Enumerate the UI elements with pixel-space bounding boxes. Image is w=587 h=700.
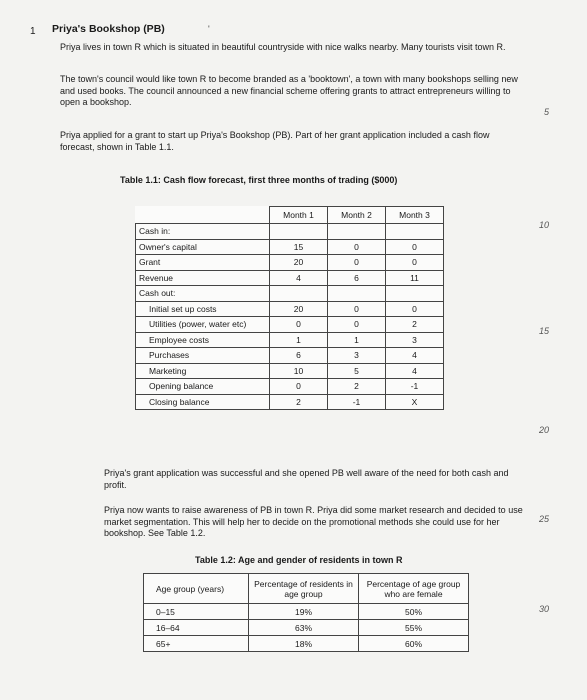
table-row: Owner's capital 15 0 0 xyxy=(136,239,444,255)
row-label: Grant xyxy=(136,255,270,271)
table-row: 65+ 18% 60% xyxy=(144,636,469,652)
row-label: Cash in: xyxy=(136,224,270,240)
line-number: 15 xyxy=(538,326,549,336)
table-row: Initial set up costs 20 0 0 xyxy=(136,301,444,317)
row-label: Employee costs xyxy=(136,332,270,348)
table-row: Utilities (power, water etc) 0 0 2 xyxy=(136,317,444,333)
table1-caption: Table 1.1: Cash flow forecast, first three months of trading ($000) xyxy=(120,175,398,185)
question-number: 1 xyxy=(30,26,36,37)
table-row: 0–15 19% 50% xyxy=(144,604,469,620)
paragraph-grant: Priya applied for a grant to start up Priya's Bookshop (PB). Part of her grant application included a cash flow forecast, shown in Table 1.1. xyxy=(60,130,490,152)
header-month-1: Month 1 xyxy=(270,207,328,224)
row-label: Opening balance xyxy=(136,379,270,395)
table-row: 16–64 63% 55% xyxy=(144,620,469,636)
row-label: Initial set up costs xyxy=(136,301,270,317)
paragraph-intro: Priya lives in town R which is situated in beautiful countryside with nice walks nearby. Many tourists visit town R. xyxy=(60,42,506,52)
paragraph-success: Priya's grant application was successful and she opened PB well aware of the need for both cash and profit. xyxy=(104,468,509,490)
table-row: Employee costs 1 1 3 xyxy=(136,332,444,348)
row-label: Utilities (power, water etc) xyxy=(136,317,270,333)
header-percentage-residents: Percentage of residents in age group xyxy=(249,574,359,604)
row-label: Revenue xyxy=(136,270,270,286)
table-row: Opening balance 0 2 -1 xyxy=(136,379,444,395)
table-row: Marketing 10 5 4 xyxy=(136,363,444,379)
line-number: 25 xyxy=(538,514,549,524)
table-row: Grant 20 0 0 xyxy=(136,255,444,271)
header-age-group: Age group (years) xyxy=(144,574,249,604)
age-gender-table xyxy=(143,573,469,652)
table-row: Closing balance 2 -1 X xyxy=(136,394,444,410)
line-number: 5 xyxy=(543,107,549,117)
cash-flow-table xyxy=(135,206,444,410)
row-label: Purchases xyxy=(136,348,270,364)
row-label: Closing balance xyxy=(136,394,270,410)
table-row: Revenue 4 6 11 xyxy=(136,270,444,286)
table-row xyxy=(136,224,444,240)
line-number: 20 xyxy=(538,425,549,435)
line-number: 10 xyxy=(538,220,549,230)
table-row: Purchases 6 3 4 xyxy=(136,348,444,364)
header-month-3: Month 3 xyxy=(386,207,444,224)
header-percentage-female: Percentage of age group who are female xyxy=(359,574,469,604)
row-label: Cash out: xyxy=(136,286,270,302)
row-label: Owner's capital xyxy=(136,239,270,255)
line-number: 30 xyxy=(538,604,549,614)
stray-mark: ' xyxy=(208,24,210,34)
header-month-2: Month 2 xyxy=(328,207,386,224)
row-label: Marketing xyxy=(136,363,270,379)
question-title: Priya's Bookshop (PB) xyxy=(52,23,165,35)
paragraph-council: The town's council would like town R to become branded as a 'booktown', a town with many bookshops selling new and used books. The council announced a new financial scheme offering grants to attract entrepreneurs willing to open a bookshop. xyxy=(60,74,518,107)
table-row xyxy=(136,286,444,302)
paragraph-market-research: Priya now wants to raise awareness of PB in town R. Priya did some market research and decided to use market segmentation. This will help her to decide on the promotional methods she could use for her bookshop. See Table 1.2. xyxy=(104,505,523,538)
table2-caption: Table 1.2: Age and gender of residents in town R xyxy=(195,555,403,565)
